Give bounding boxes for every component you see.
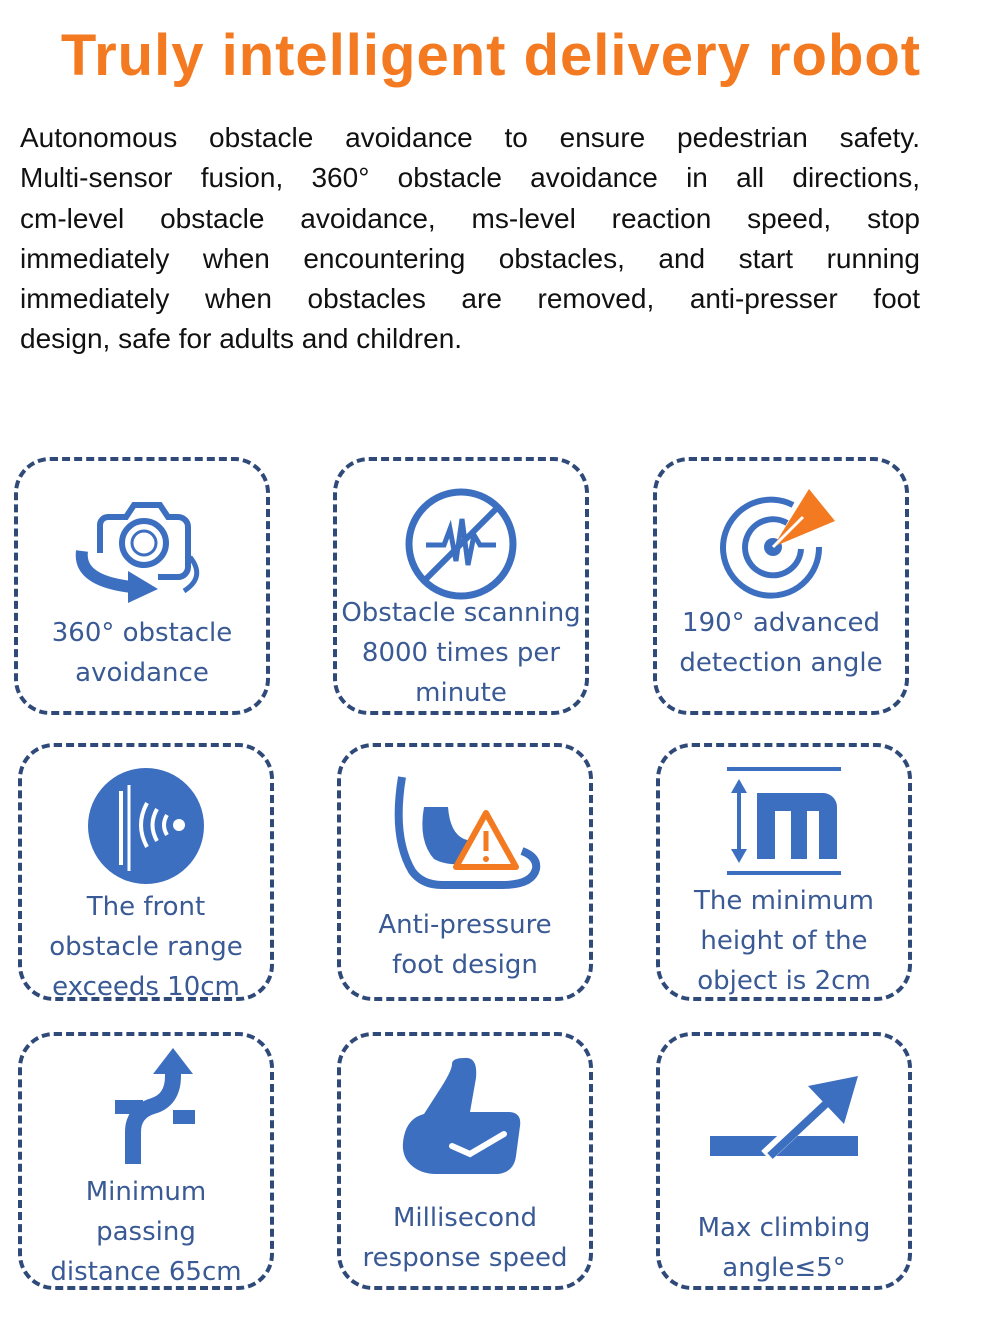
feature-label: Anti-pressure foot design — [378, 910, 552, 980]
feature-card-min-height — [656, 743, 912, 1001]
description-line: immediately when encountering obstacles, and start running — [20, 242, 920, 274]
feature-card-response-speed — [337, 1032, 593, 1290]
description-line: Multi-sensor fusion, 360° obstacle avoidance in all directions, — [20, 162, 920, 194]
feature-card-anti-pressure — [337, 743, 593, 1001]
feature-card-scanning — [333, 457, 589, 715]
description-line: Autonomous obstacle avoidance to ensure pedestrian safety. — [20, 122, 920, 153]
description — [20, 118, 920, 360]
feature-label: Millisecond response speed — [362, 1203, 568, 1273]
description-line: design, safe for adults and children. — [20, 323, 463, 355]
feature-label: Max climbing angle≤5° — [697, 1213, 871, 1283]
feature-label: Obstacle scanning 8000 times per minute — [341, 598, 581, 708]
climb-arrow-icon — [660, 1074, 908, 1224]
feature-label: Minimum passing distance 65cm — [50, 1177, 242, 1287]
description-line: immediately when obstacles are removed, anti-presser foot — [20, 283, 920, 315]
feature-card-passing-distance — [18, 1032, 274, 1290]
foot-warning-icon — [341, 769, 589, 919]
feature-card-360-avoidance — [14, 457, 270, 715]
feature-label: The minimum height of the object is 2cm — [693, 886, 874, 996]
description-line: cm-level obstacle avoidance, ms-level reaction speed, stop — [20, 202, 920, 234]
page-title: Truly intelligent delivery robot — [60, 23, 922, 88]
feature-label: 360° obstacle avoidance — [51, 618, 233, 688]
feature-card-detection-angle — [653, 457, 909, 715]
thumbs-up-icon — [341, 1052, 589, 1202]
feature-card-front-range — [18, 743, 274, 1001]
feature-card-climbing-angle — [656, 1032, 912, 1290]
feature-label: 190° advanced detection angle — [679, 608, 883, 678]
feature-label: The front obstacle range exceeds 10cm — [49, 892, 243, 1002]
